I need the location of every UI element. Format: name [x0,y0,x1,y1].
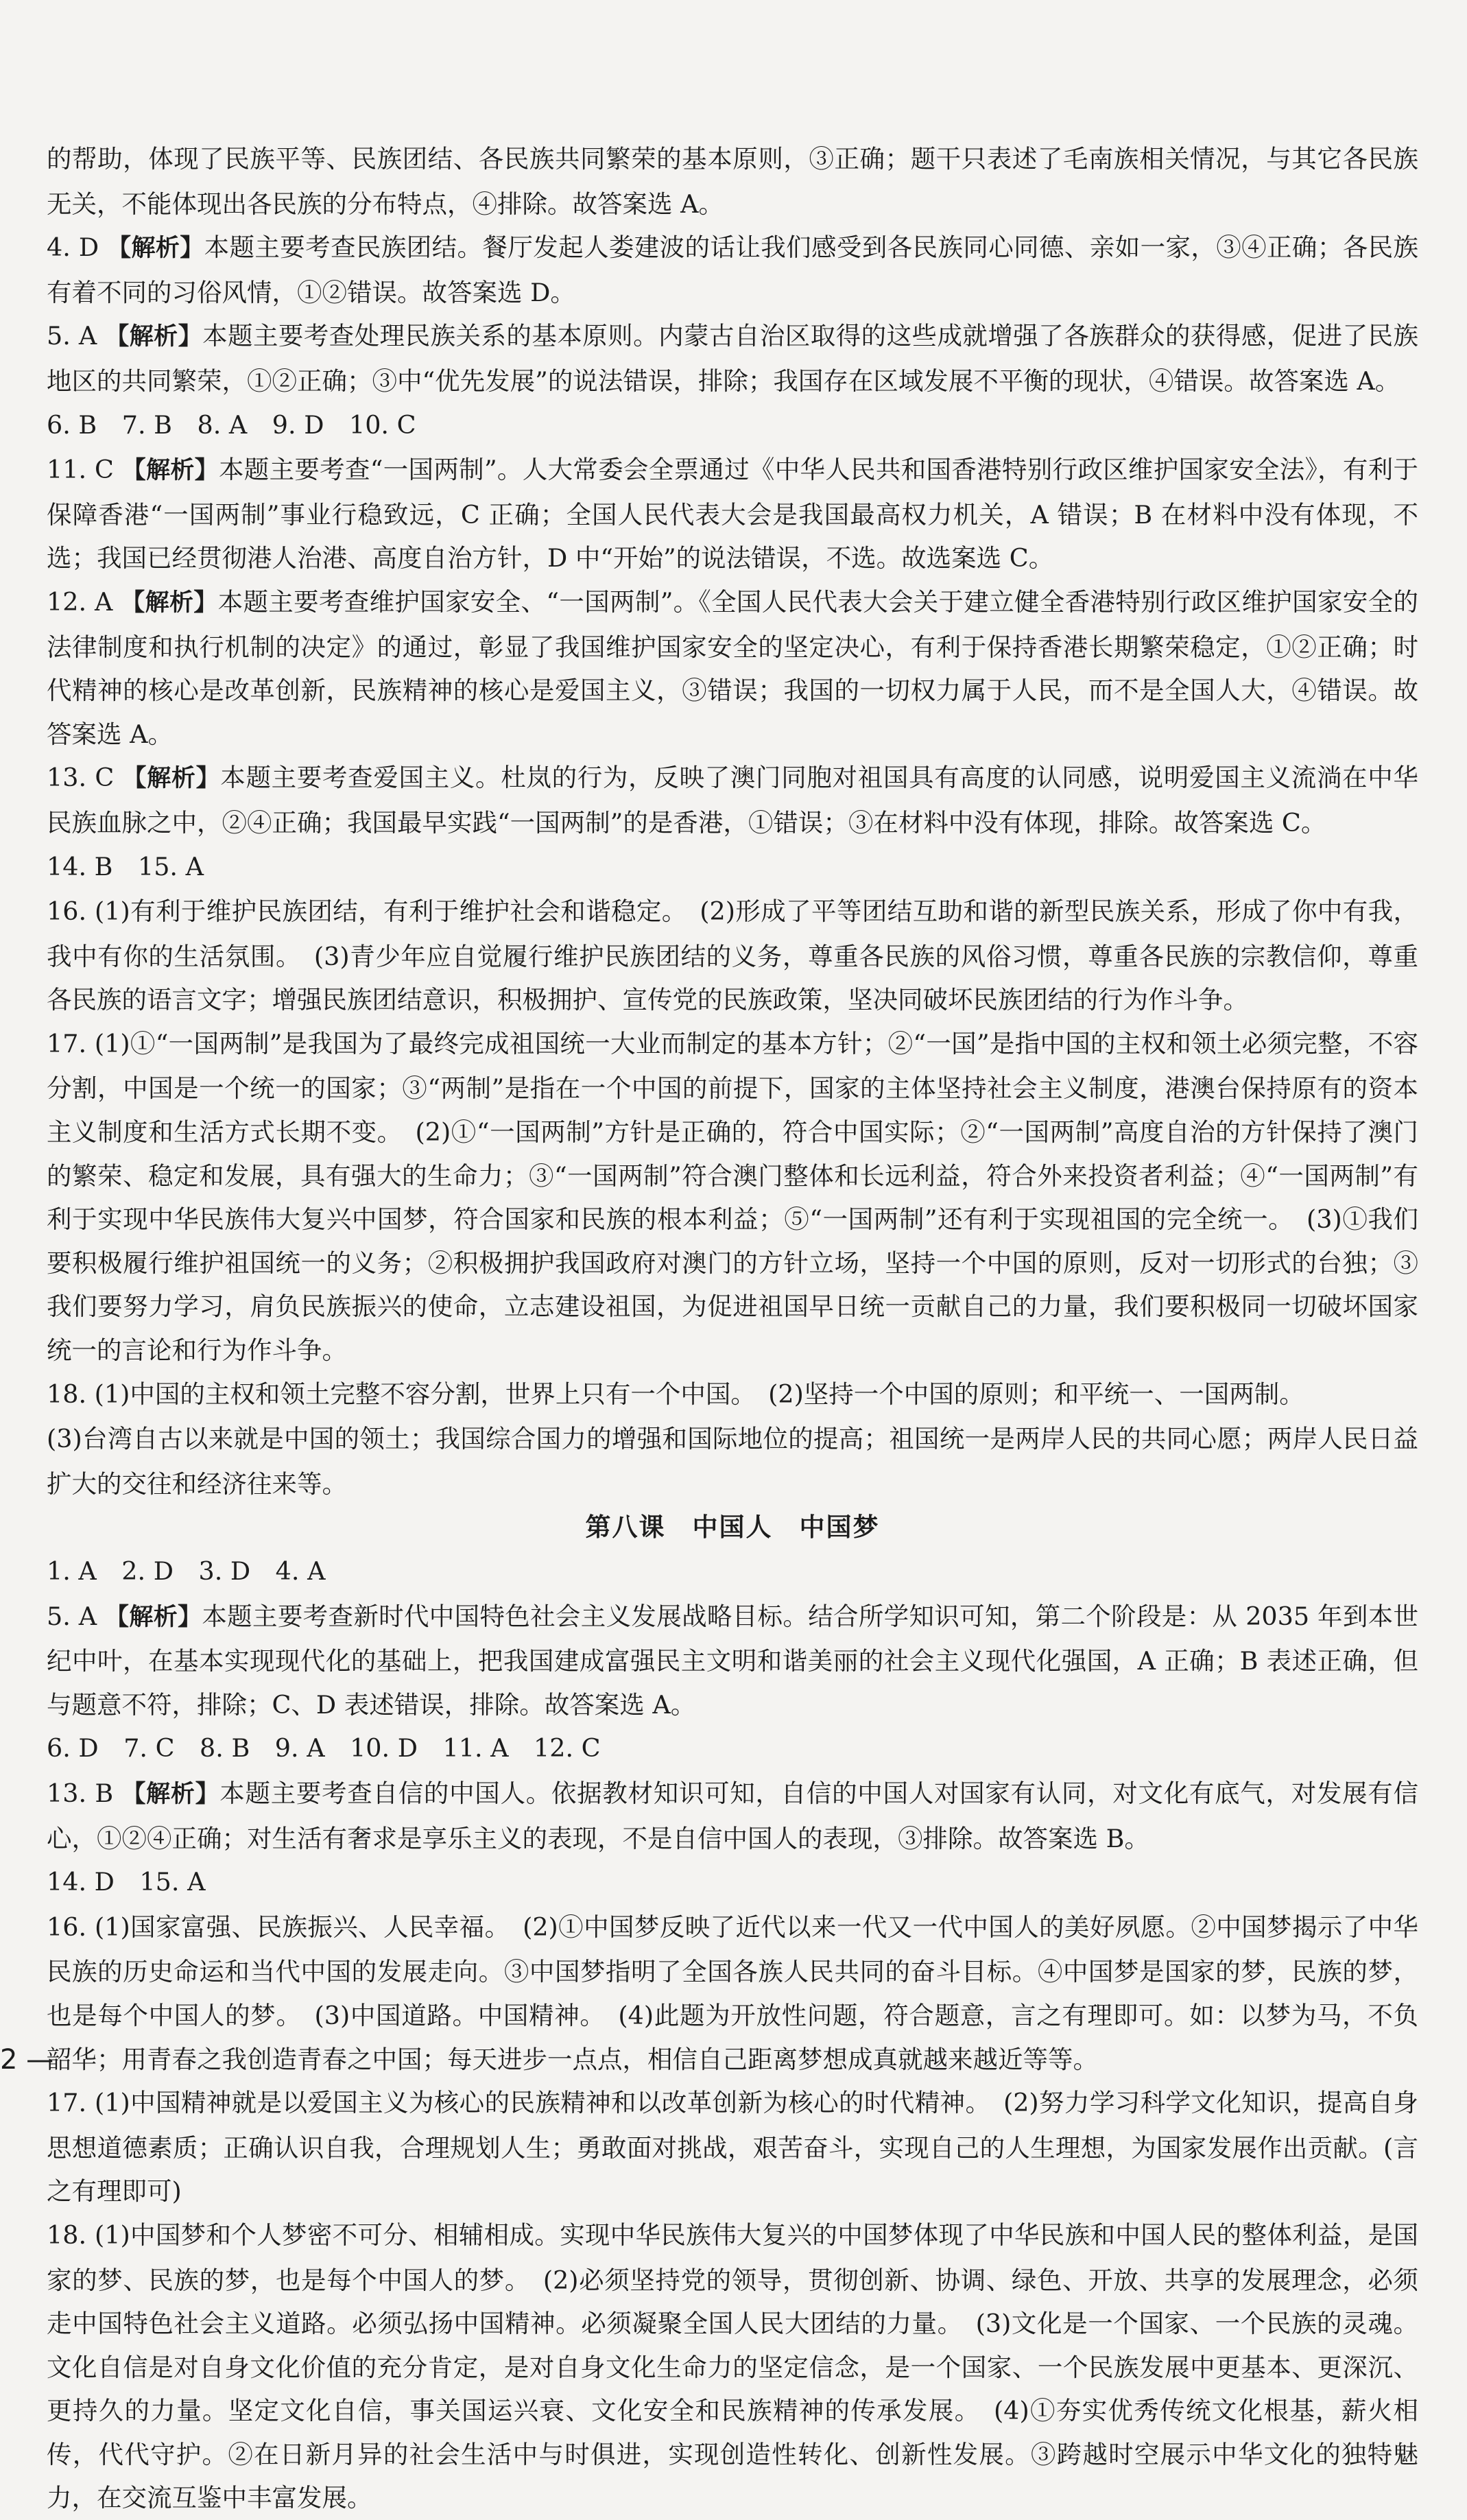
answer-text: 本题主要考查维护国家安全、“一国两制”。《全国人民代表大会关于建立健全香港特别行政区维护国家安全的法律制度和执行机制的决定》的通过，彰显了我国维护国家安全的坚定决心，有利于保持香港长期繁荣稳定，①②正确；时代精神的核心是改革创新，民族精神的核心是爱国主义，③错误；我国的一切权力属于人民，而不是全国人大，④错误。故答案选 A。 [47,586,1418,749]
answer-number: 11. C [47,455,122,485]
answer-number: 5. A [47,321,106,351]
section-previous-lesson [47,137,1418,1506]
answer-text: 17. (1)中国精神就是以爱国主义为核心的民族精神和以改革创新为核心的时代精神。 (2)努力学习科学文化知识，提高自身思想道德素质；正确认识自我，合理规划人生；勇敢面对挑战，艰苦奋斗，实现自己的人生理想，为国家发展作出贡献。(言之有理即可) [47,2088,1418,2207]
answer-paragraph [47,890,1418,1022]
answer-text: (3)台湾自古以来就是中国的领土；我国综合国力的增强和国际地位的提高；祖国统一是两岸人民的共同心愿；两岸人民日益扩大的交往和经济往来等。 [47,1424,1418,1499]
answer-paragraph [47,1772,1418,1860]
answer-text: 本题主要考查处理民族关系的基本原则。内蒙古自治区取得的这些成就增强了各族群众的获得感，促进了民族地区的共同繁荣，①②正确；③中“优先发展”的说法错误，排除；我国存在区域发展不平衡的现状，④错误。故答案选 A。 [47,321,1418,396]
answer-text: 本题主要考查“一国两制”。人大常委会全票通过《中华人民共和国香港特别行政区维护国家安全法》，有利于保障香港“一国两制”事业行稳致远，C 正确；全国人民代表大会是我国最高权力机关，A 错误；B 在材料中没有体现，不选；我国已经贯彻港人治港、高度自治方针，D 中“开始”的说法错误，不选。故选案选 C。 [47,455,1418,573]
answer-paragraph [47,2213,1418,2520]
answer-text: 6. D 7. C 8. B 9. A 10. D 11. A 12. C [47,1733,601,1763]
answer-paragraph [47,580,1418,756]
answer-paragraph [47,2081,1418,2213]
answer-number: 12. A [47,586,121,617]
answer-text: 本题主要考查自信的中国人。依据教材知识可知，自信的中国人对国家有认同，对文化有底气，对发展有信心，①②④正确；对生活有奢求是享乐主义的表现，不是自信中国人的表现，③排除。故答案选 B。 [47,1778,1419,1853]
answer-number: 4. D [47,233,108,263]
analysis-tag: 【解析】 [121,589,218,617]
answer-text: 本题主要考查爱国主义。杜岚的行为，反映了澳门同胞对祖国具有高度的认同感，说明爱国主义流淌在中华民族血脉之中，②④正确；我国最早实践“一国两制”的是香港，①错误；③在材料中没有体现，排除。故答案选 C。 [47,763,1418,837]
answer-text: 本题主要考查民族团结。餐厅发起人娄建波的话让我们感受到各民族同心同德、亲如一家，③④正确；各民族有着不同的习俗风情，①②错误。故答案选 D。 [47,233,1418,307]
analysis-tag: 【解析】 [121,1780,220,1808]
answer-paragraph [47,226,1418,314]
answer-text: 18. (1)中国的主权和领土完整不容分割，世界上只有一个中国。 (2)坚持一个中国的原则；和平统一、一国两制。 [47,1379,1304,1409]
page-number: 2 — [0,2044,54,2076]
answer-text: 14. B 15. A [47,851,204,881]
answer-text: 18. (1)中国梦和个人梦密不可分、相辅相成。实现中华民族伟大复兴的中国梦体现了中华民族和中国人民的整体利益，是国家的梦、民族的梦，也是每个中国人的梦。 (2)必须坚持党的领导，贯彻创新、协调、绿色、开放、共享的发展理念，必须走中国特色社会主义道路。必须弘扬中国精神。必须凝聚全国人民大团结的力量。 (3)文化是一个国家、一个民族的灵魂。文化自信是对自身文化价值的充分肯定，是对自身文化生命力的坚定信念，是一个国家、一个民族发展中更基本、更深沉、更持久的力量。坚定文化自信，事关国运兴衰、文化安全和民族精神的传承发展。 (4)①夯实优秀传统文化根基，薪火相传，代代守护。②在日新月异的社会生活中与时俱进，实现创造性转化、创新性发展。③跨越时空展示中华文化的独特魅力，在交流互鉴中丰富发展。 [47,2220,1418,2513]
answer-paragraph [47,448,1418,580]
answer-text: 14. D 15. A [47,1867,206,1897]
answer-paragraph [47,845,1418,890]
answer-text: 17. (1)①“一国两制”是我国为了最终完成祖国统一大业而制定的基本方针；②“一国”是指中国的主权和领土必须完整，不容分割，中国是一个统一的国家；③“两制”是指在一个中国的前提下，国家的主体坚持社会主义制度，港澳台保持原有的资本主义制度和生活方式长期不变。 (2)①“一国两制”方针是正确的，符合中国实际；②“一国两制”高度自治的方针保持了澳门的繁荣、稳定和发展，具有强大的生命力；③“一国两制”符合澳门整体和长远利益，符合外来投资者利益；④“一国两制”有利于实现中华民族伟大复兴中国梦，符合国家和民族的根本利益；⑤“一国两制”还有利于实现祖国的完全统一。 (3)①我们要积极履行维护祖国统一的义务；②积极拥护我国政府对澳门的方针立场，坚持一个中国的原则，反对一切形式的台独；③我们要努力学习，肩负民族振兴的使命，立志建设祖国，为促进祖国早日统一贡献自己的力量，我们要积极同一切破坏国家统一的言论和行为作斗争。 [47,1028,1418,1366]
answer-number: 13. C [47,763,123,793]
answer-paragraph [47,1549,1418,1595]
answer-paragraph [47,1022,1418,1372]
answer-number: 13. B [47,1778,122,1808]
answer-paragraph [47,756,1418,844]
answer-number: 5. A [47,1601,106,1631]
answer-text: 6. B 7. B 8. A 9. D 10. C [47,409,416,440]
analysis-tag: 【解析】 [122,765,221,793]
answer-paragraph [47,1372,1418,1418]
answer-text: 16. (1)国家富强、民族振兴、人民幸福。 (2)①中国梦反映了近代以来一代又一代中国人的美好夙愿。②中国梦揭示了中华民族的历史命运和当代中国的发展走向。③中国梦指明了全国各族人民共同的奋斗目标。④中国梦是国家的梦，民族的梦，也是每个中国人的梦。 (3)中国道路。中国精神。 (4)此题为开放性问题，符合题意，言之有理即可。如：以梦为马，不负韶华；用青春之我创造青春之中国；每天进步一点点，相信自己距离梦想成真就越来越近等等。 [47,1912,1418,2074]
answer-paragraph [47,137,1418,226]
answer-paragraph [47,1905,1418,2081]
answer-text: 1. A 2. D 3. D 4. A [47,1556,326,1586]
section-lesson-8 [47,1549,1418,2520]
answer-paragraph [47,1860,1418,1905]
answer-paragraph [47,403,1418,449]
analysis-tag: 【解析】 [105,1603,202,1631]
answer-paragraph [47,314,1418,403]
analysis-tag: 【解析】 [107,235,204,263]
lesson-title: 第八课 中国人 中国梦 [585,1512,880,1543]
analysis-tag: 【解析】 [121,457,219,485]
answer-page [47,137,1418,2520]
answer-paragraph [47,1595,1418,1727]
answer-paragraph [47,1726,1418,1772]
answer-text: 16. (1)有利于维护民族团结，有利于维护社会和谐稳定。 (2)形成了平等团结互助和谐的新型民族关系，形成了你中有我，我中有你的生活氛围。 (3)青少年应自觉履行维护民族团结的义务，尊重各民族的风俗习惯，尊重各民族的宗教信仰，尊重各民族的语言文字；增强民族团结意识，积极拥护、宣传党的民族政策，坚决同破坏民族团结的行为作斗争。 [47,896,1418,1015]
answer-text: 本题主要考查新时代中国特色社会主义发展战略目标。结合所学知识可知，第二个阶段是：从 2035 年到本世纪中叶，在基本实现现代化的基础上，把我国建成富强民主文明和谐美丽的社会主义现代化强国，A 正确；B 表述正确，但与题意不符，排除；C、D 表述错误，排除。故答案选 A。 [47,1601,1418,1720]
answer-paragraph [47,1417,1418,1506]
answer-text: 的帮助，体现了民族平等、民族团结、各民族共同繁荣的基本原则，③正确；题干只表述了毛南族相关情况，与其它各民族无关，不能体现出各民族的分布特点，④排除。故答案选 A。 [47,144,1418,219]
analysis-tag: 【解析】 [105,323,203,351]
